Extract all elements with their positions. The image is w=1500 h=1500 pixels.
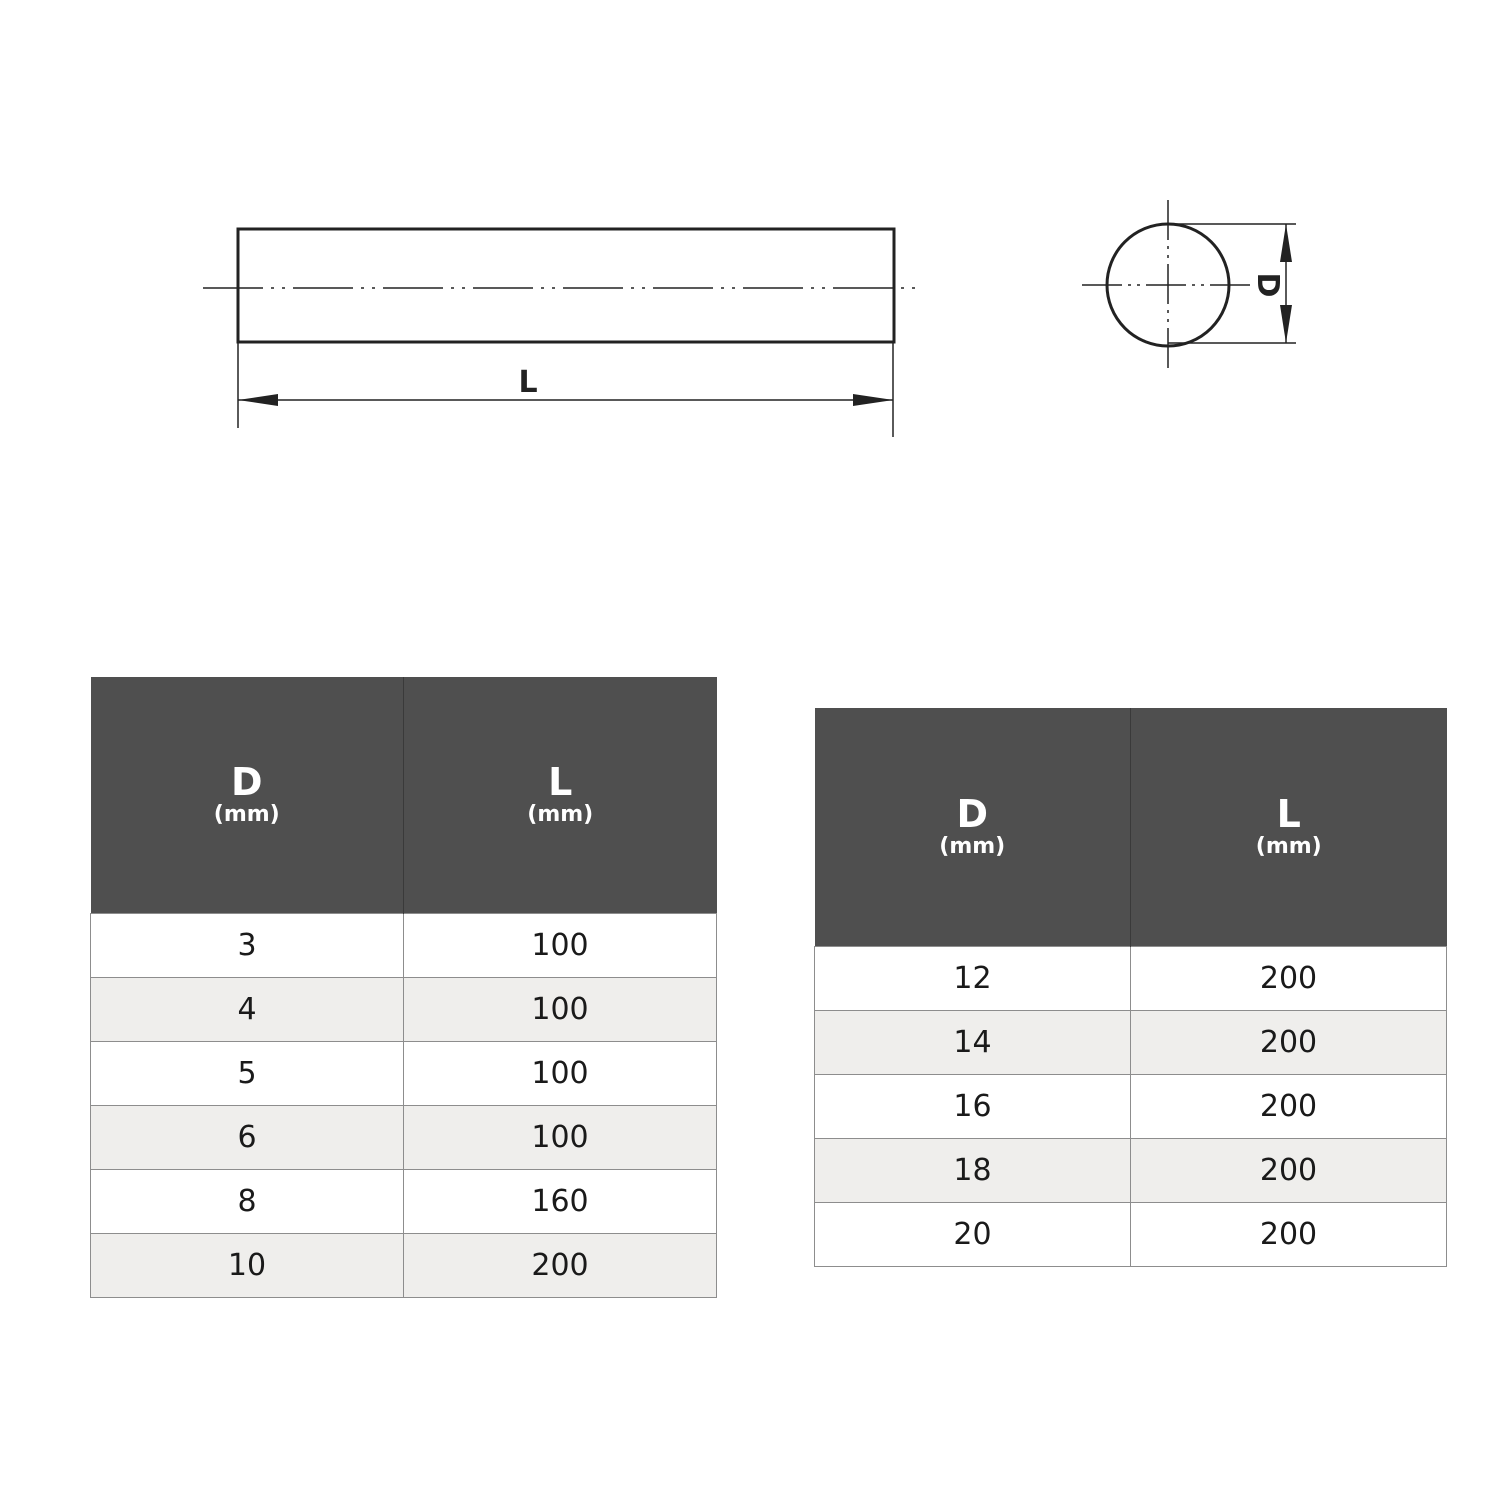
- cell-diameter: 4: [91, 978, 404, 1042]
- length-arrow-left: [238, 394, 278, 406]
- table-row: [91, 978, 717, 1042]
- cell-diameter: 20: [815, 1203, 1131, 1267]
- cell-length: 200: [1131, 947, 1447, 1011]
- table-row: [91, 1170, 717, 1234]
- cell-length: 100: [404, 978, 717, 1042]
- cell-length: 160: [404, 1170, 717, 1234]
- length-label: L: [518, 365, 538, 400]
- table-row: [815, 1075, 1447, 1139]
- spec-table-left: [90, 677, 717, 1298]
- rod-outline: [238, 229, 894, 342]
- spec-table-right: [814, 708, 1447, 1267]
- diameter-label: D: [1250, 272, 1285, 298]
- header-diameter: [815, 708, 1131, 947]
- cell-diameter: 10: [91, 1234, 404, 1298]
- header-label: L: [548, 760, 573, 804]
- cell-length: 200: [1131, 1075, 1447, 1139]
- rod-side-view: [203, 229, 918, 437]
- header-label: D: [230, 760, 263, 804]
- header-unit: (mm): [1255, 834, 1322, 859]
- table-row: [815, 1011, 1447, 1075]
- table-row: [815, 1203, 1447, 1267]
- cell-diameter: 3: [91, 914, 404, 978]
- cell-length: 100: [404, 1042, 717, 1106]
- table-row: [91, 1234, 717, 1298]
- cell-length: 200: [404, 1234, 717, 1298]
- table-row: [815, 947, 1447, 1011]
- header-diameter: [91, 677, 404, 914]
- header-length: [1131, 708, 1447, 947]
- cell-diameter: 6: [91, 1106, 404, 1170]
- table-row: [815, 1139, 1447, 1203]
- table-row: [91, 914, 717, 978]
- cell-diameter: 18: [815, 1139, 1131, 1203]
- cell-diameter: 16: [815, 1075, 1131, 1139]
- header-unit: (mm): [527, 802, 594, 827]
- cell-diameter: 8: [91, 1170, 404, 1234]
- cell-length: 100: [404, 914, 717, 978]
- header-label: D: [956, 792, 989, 836]
- cell-diameter: 5: [91, 1042, 404, 1106]
- diameter-arrow-top: [1280, 224, 1292, 262]
- table-header-row: [91, 677, 717, 914]
- length-arrow-right: [853, 394, 893, 406]
- header-unit: (mm): [939, 834, 1006, 859]
- table-header-row: [815, 708, 1447, 947]
- technical-drawing: [0, 0, 1500, 560]
- header-unit: (mm): [213, 802, 280, 827]
- header-label: L: [1276, 792, 1301, 836]
- cell-length: 200: [1131, 1203, 1447, 1267]
- rod-end-view: [1082, 200, 1296, 368]
- cell-length: 200: [1131, 1011, 1447, 1075]
- header-length: [404, 677, 717, 914]
- cell-length: 200: [1131, 1139, 1447, 1203]
- cell-length: 100: [404, 1106, 717, 1170]
- diameter-arrow-bottom: [1280, 305, 1292, 343]
- cell-diameter: 12: [815, 947, 1131, 1011]
- table-row: [91, 1042, 717, 1106]
- cell-diameter: 14: [815, 1011, 1131, 1075]
- table-row: [91, 1106, 717, 1170]
